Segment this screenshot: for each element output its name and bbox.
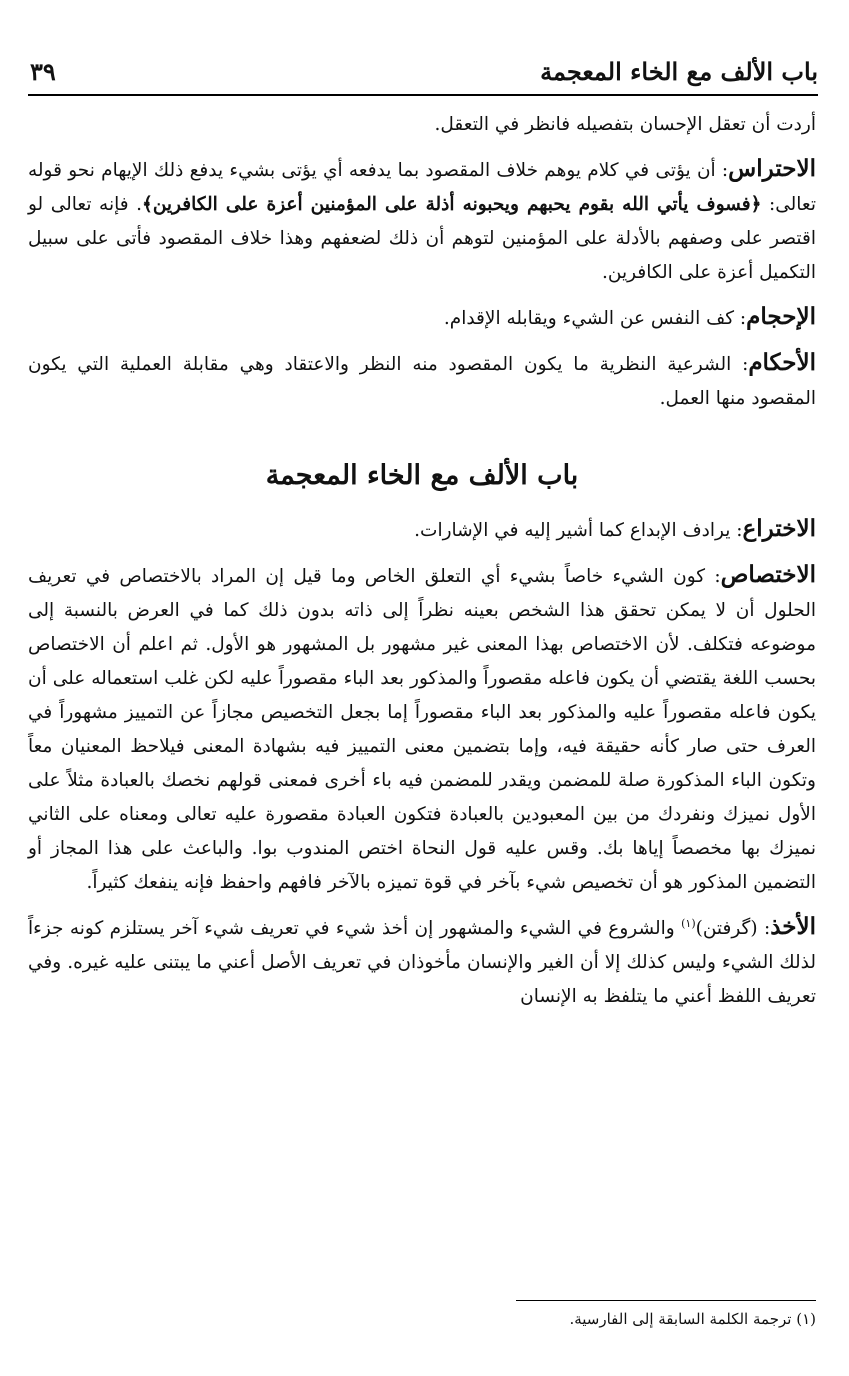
footnote-reference[interactable]: (١) xyxy=(681,916,696,930)
entry-ahkam xyxy=(28,346,816,416)
footnote xyxy=(28,1306,816,1332)
entry-text: : الشرعية النظرية ما يكون المقصود منه النظر والاعتقاد وهي مقابلة العملية التي يكون المقصود منها العمل. xyxy=(28,354,816,409)
running-title: باب الألف مع الخاء المعجمة xyxy=(540,57,818,86)
entry-term: الإحجام xyxy=(746,303,816,330)
entry-ikhtira xyxy=(28,512,816,548)
running-header xyxy=(28,52,818,96)
footnote-text: ترجمة الكلمة السابقة إلى الفارسية. xyxy=(569,1310,792,1328)
entry-text: : يرادف الإبداع كما أشير إليه في الإشارات. xyxy=(414,520,743,541)
page-number: ٣٩ xyxy=(30,57,56,86)
entry-akhdh xyxy=(28,910,816,1014)
entry-text: : كف النفس عن الشيء ويقابله الإقدام. xyxy=(443,308,747,329)
footnote-number: (١) xyxy=(796,1310,816,1328)
entry-text: والشروع في الشيء والمشهور إن أخذ شيء في تعريف شيء آخر يستلزم كونه جزءاً لذلك الشيء وليس كذلك إلا أن الغير والإنسان مأخوذان في تعريف الأصل أعني ما يبتنى عليه غيره. وفي تعريف اللفظ أعني ما يتلفظ به الإنسان xyxy=(28,918,816,1007)
entry-text: : كون الشيء خاصاً بشيء أي التعلق الخاص وما قيل إن المراد بالاختصاص في تعريف الحلول أن لا يمكن تحقق هذا الشخص بعينه نظراً إلى ذاته بدون ذلك كما في العرض بالنسبة إلى موضوعه فتكلف. لأن الاختصاص بهذا المعنى غير مشهور بل المشهور هو الأول. ثم اعلم أن الاختصاص بحسب اللغة يقتضي أن يكون فاعله مقصوراً والمذكور بعد الباء مقصوراً عليه لكن غلب استعماله على أن يكون فاعله مقصوراً عليه والمذكور بعد الباء مقصوراً إما بجعل التخصيص مجازاً عن التمييز مشهوراً في العرف حتى صار كأنه حقيقة فيه، وإما بتضمين معنى التمييز فيه بشهادة المعنى فيلاحظ المعنيان معاً وتكون الباء المذكورة صلة للمضمن ويقدر للمضمن فيه باء أخرى فمعنى قولهم نخصك بالعبادة مثلاً على الأول نميزك ونفردك من بين المعبودين بالعبادة فتكون العبادة مقصورة عليه تعالى ومعناه على الثاني نميزك بها مخصصاً إياها بك. وقس عليه قول النحاة اختص المندوب بوا. والباعث على هذا المجاز أو التضمين المذكور هو أن تخصيص شيء بآخر في قوة تميزه بالآخر فافهم واحفظ فإنه ينفعك كثيراً. xyxy=(28,566,816,893)
entry-term: الأحكام xyxy=(748,349,816,376)
entry-term: الاحتراس xyxy=(728,155,816,182)
footnote-divider xyxy=(516,1300,816,1301)
intro-paragraph xyxy=(28,108,816,142)
entry-term: الاختصاص xyxy=(720,561,816,588)
entry-term: الأخذ xyxy=(770,913,816,940)
entry-ikhtisas xyxy=(28,558,816,900)
entry-term: الاختراع xyxy=(742,515,816,542)
entry-text: : (گرفتن) xyxy=(695,918,771,939)
entry-ihjam xyxy=(28,300,816,336)
entry-ihtiras xyxy=(28,152,816,290)
entry-text: . فإنه تعالى لو اقتصر على وصفهم بالأدلة على المؤمنين لتوهم أن ذلك لضعفهم وهذا خلاف المقصود فأتى على سبيل التكميل أعزة على الكافرين. xyxy=(28,194,816,283)
section-heading: باب الألف مع الخاء المعجمة xyxy=(265,460,579,491)
intro-line: أردت أن تعقل الإحسان بتفصيله فانظر في التعقل. xyxy=(434,114,816,135)
quran-quote: ﴿فسوف يأتي الله بقوم يحبهم ويحبونه أذلة على المؤمنين أعزة على الكافرين﴾ xyxy=(141,194,762,215)
body-text xyxy=(28,108,816,1024)
entry-text: : أن يؤتى في كلام يوهم خلاف المقصود بما يدفعه أي يؤتى بشيء يدفع ذلك الإيهام نحو قوله تعالى: xyxy=(28,160,816,215)
